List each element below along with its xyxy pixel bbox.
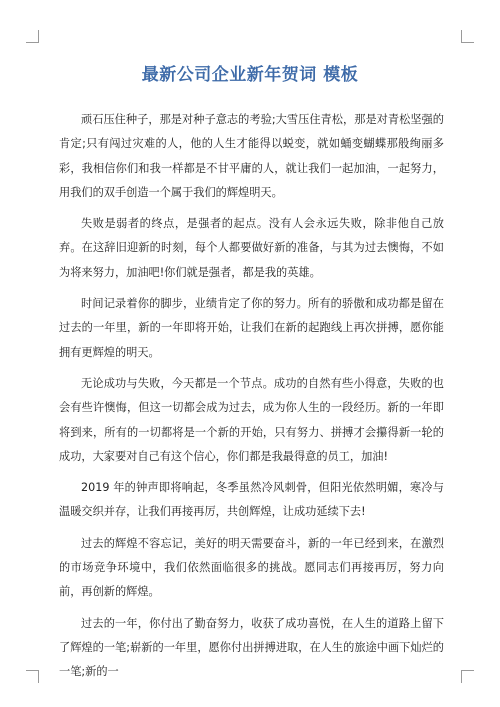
paragraph-7: 过去的一年，你付出了勤奋努力，收获了成功喜悦，在人生的道路上留下了辉煌的一笔;崭新的一年里，愿你付出拼搏进取，在人生的旅途中画下灿烂的一笔;新的一 [59,616,444,679]
paragraph-1: 顽石压住种子，那是对种子意志的考验;大雪压住青松，那是对青松坚强的肯定;只有闯过灾难的人，他的人生才能得以蜕变，就如蛹变蝴蝶那般绚丽多彩，我相信你们和我一样都是不甘平庸的人，就让我们一起加油，一起努力，用我们的双手创造一个属于我们的辉煌明天。 [59,113,444,199]
paragraph-5: 2019 年的钟声即将响起，冬季虽然冷风刺骨，但阳光依然明媚，寒冷与温暖交织并存，让我们再接再厉，共创辉煌，让成功延续下去! [59,481,444,519]
crop-mark-top-left [26,30,39,43]
crop-mark-bottom-right [461,670,474,683]
crop-mark-top-right [461,30,474,43]
document-body [59,108,444,692]
document-title: 最新公司企业新年贺词 模板 [141,65,359,85]
crop-mark-bottom-left [26,670,39,683]
paragraph-4: 无论成功与失败，今天都是一个节点。成功的自然有些小得意，失败的也会有些许懊悔，但这一切都会成为过去，成为你人生的一段经历。新的一年即将到来，所有的一切都将是一个新的开始，只有努力、拼搏才会攥得新一轮的成功，大家要对自己有这个信心，你们都是我最得意的员工，加油! [59,376,444,463]
paragraph-6: 过去的辉煌不容忘记，美好的明天需要奋斗，新的一年已经到来，在激烈的市场竞争环境中，我们依然面临很多的挑战。愿同志们再接再厉，努力向前，再创新的辉煌。 [59,536,444,599]
paragraph-2: 失败是弱者的终点，是强者的起点。没有人会永远失败，除非他自己放弃。在这辞旧迎新的时刻，每个人都要做好新的准备，与其为过去懊悔，不如为将来努力，加油吧!你们就是强者，都是我的英雄。 [59,217,444,279]
paragraph-3: 时间记录着你的脚步，业绩肯定了你的努力。所有的骄傲和成功都是留在过去的一年里，新的一年即将开始，让我们在新的起跑线上再次拼搏，愿你能拥有更辉煌的明天。 [59,297,444,359]
